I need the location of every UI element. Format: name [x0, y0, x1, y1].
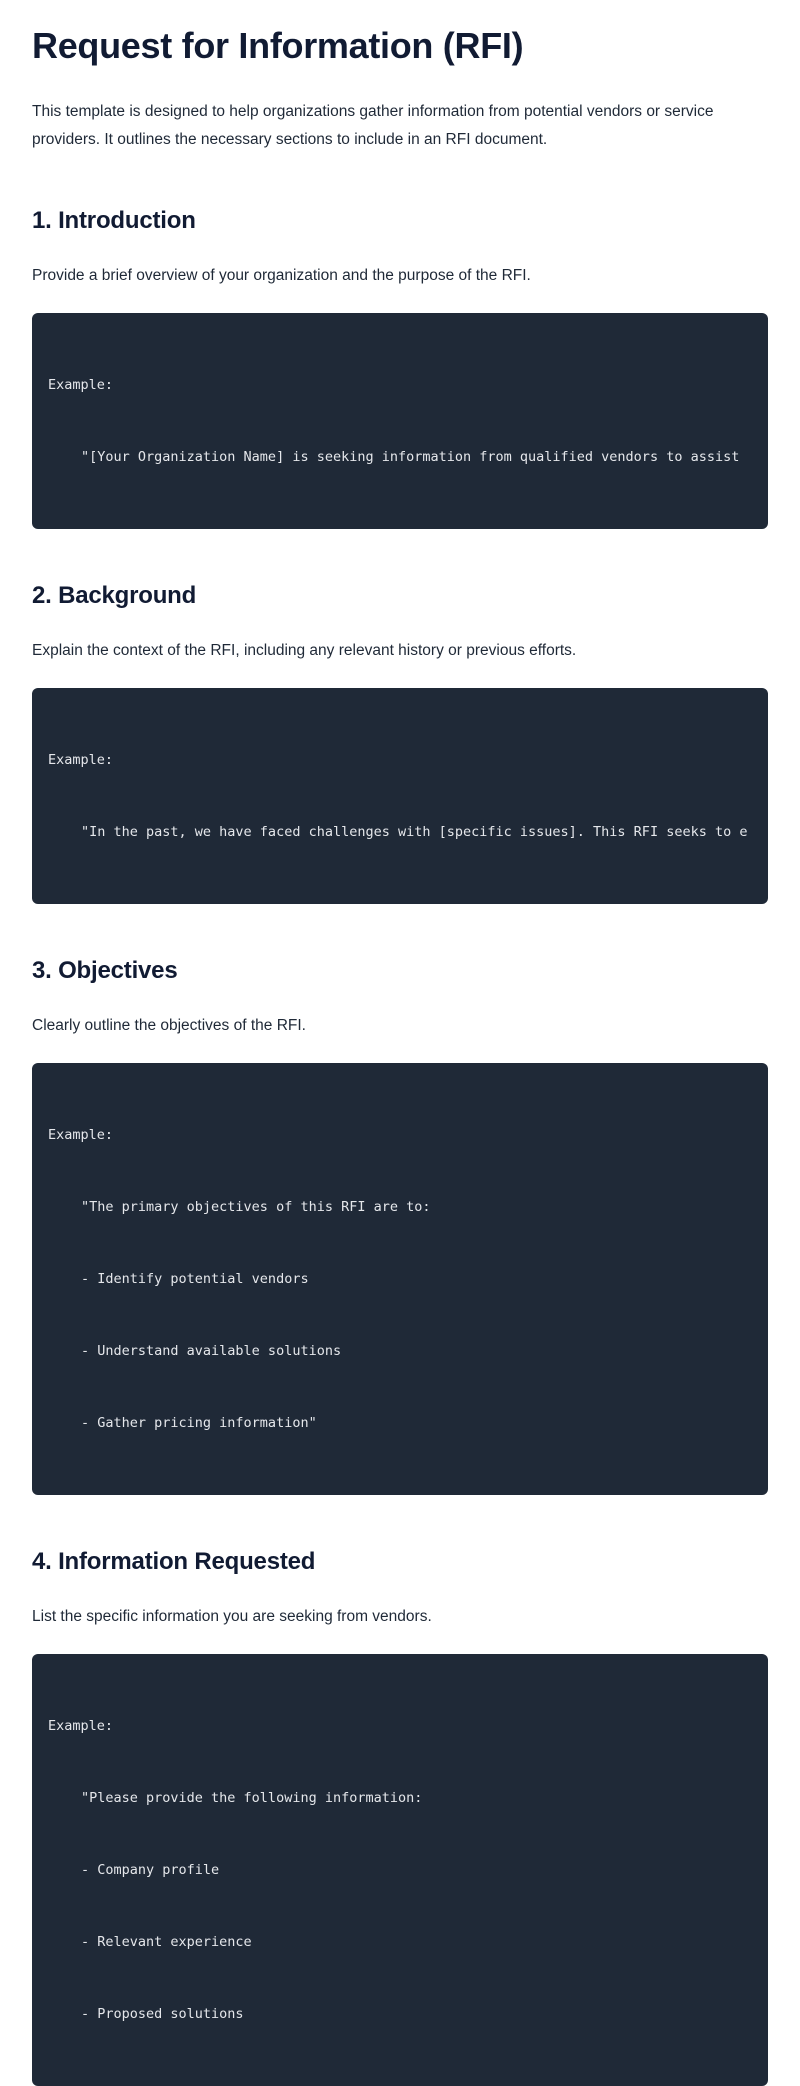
example-line: - Identify potential vendors — [81, 1271, 309, 1287]
section-heading: 2. Background — [32, 582, 197, 609]
example-line: "Please provide the following information: — [81, 1790, 423, 1806]
example-label: Example: — [48, 1127, 114, 1143]
section-heading: 4. Information Requested — [32, 1548, 316, 1575]
section-information-requested — [32, 1547, 768, 2086]
section-background — [32, 581, 768, 904]
example-line: "In the past, we have faced challenges with [specific issues]. This RFI seeks to e — [81, 824, 748, 840]
section-heading: 1. Introduction — [32, 207, 196, 234]
example-code-block — [32, 1654, 768, 2086]
example-code-block — [32, 313, 768, 529]
example-line: "[Your Organization Name] is seeking information from qualified vendors to assist — [81, 449, 740, 465]
section-description: Provide a brief overview of your organization and the purpose of the RFI. — [32, 267, 531, 284]
example-line: - Company profile — [81, 1862, 220, 1878]
section-heading: 3. Objectives — [32, 957, 178, 984]
section-description: Explain the context of the RFI, including any relevant history or previous efforts. — [32, 642, 577, 659]
section-introduction — [32, 206, 768, 529]
example-line: - Proposed solutions — [81, 2006, 244, 2022]
example-code-block — [32, 688, 768, 904]
example-code-block — [32, 1063, 768, 1495]
example-label: Example: — [48, 377, 114, 393]
intro-paragraph: This template is designed to help organizations gather information from potential vendors or service providers. It outlines the necessary sections to include in an RFI document. — [32, 103, 714, 148]
section-description: Clearly outline the objectives of the RFI. — [32, 1017, 306, 1034]
example-label: Example: — [48, 1718, 114, 1734]
section-description: List the specific information you are seeking from vendors. — [32, 1608, 432, 1625]
example-line: - Gather pricing information" — [81, 1415, 317, 1431]
section-objectives — [32, 956, 768, 1495]
example-line: - Understand available solutions — [81, 1343, 342, 1359]
example-line: - Relevant experience — [81, 1934, 252, 1950]
example-label: Example: — [48, 752, 114, 768]
page-title: Request for Information (RFI) — [32, 25, 524, 66]
example-line: "The primary objectives of this RFI are to: — [81, 1199, 431, 1215]
